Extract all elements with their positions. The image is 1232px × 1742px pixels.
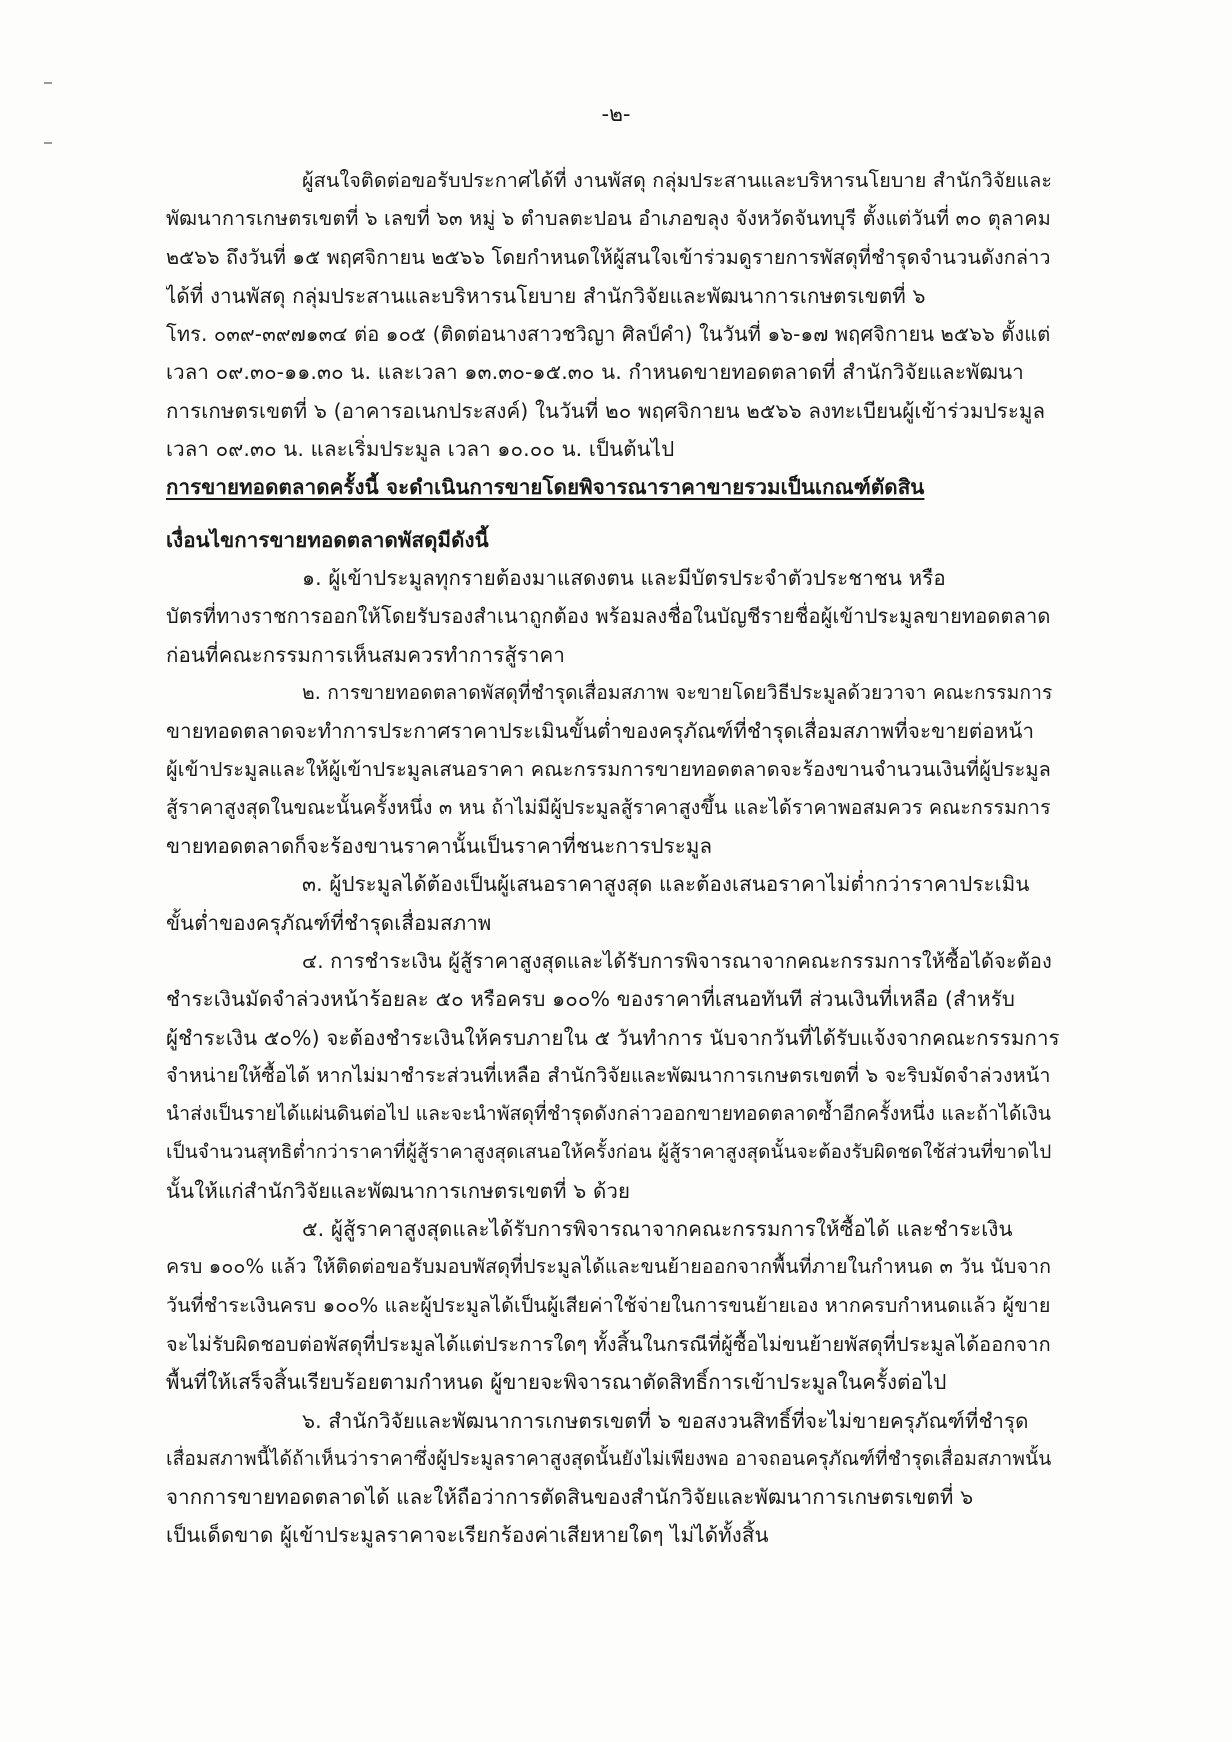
text-line: เป็นจำนวนสุทธิต่ำกว่าราคาที่ผู้สู้ราคาสูงสุดเสนอให้ครั้งก่อน ผู้สู้ราคาสูงสุดนั้นจะต้องรับผิดชดใช้ส่วนที่ขาดไป	[166, 1141, 1052, 1164]
condition-item-5	[166, 1210, 1060, 1401]
text-line: ผู้ชำระเงิน ๕๐%) จะต้องชำระเงินให้ครบภายใน ๕ วันทำการ นับจากวันที่ได้รับแจ้งจากคณะกรรมการ	[166, 1025, 1060, 1050]
condition-item-6	[166, 1402, 1060, 1555]
text-line: ขายทอดตลาดก็จะร้องขานราคานั้นเป็นราคาที่ชนะการประมูล	[166, 834, 713, 859]
condition-item-4	[166, 942, 1060, 1210]
text-line: ๑. ผู้เข้าประมูลทุกรายต้องมาแสดงตน และมีบัตรประจำตัวประชาชน หรือ	[302, 565, 946, 590]
text-line: นั้นให้แก่สำนักวิจัยและพัฒนาการเกษตรเขตที่ ๖ ด้วย	[166, 1178, 631, 1203]
text-line: ๓. ผู้ประมูลได้ต้องเป็นผู้เสนอราคาสูงสุด และต้องเสนอราคาไม่ต่ำกว่าราคาประเมิน	[302, 872, 1030, 897]
text-line: ขั้นต่ำของครุภัณฑ์ที่ชำรุดเสื่อมสภาพ	[166, 910, 492, 935]
text-line: พื้นที่ให้เสร็จสิ้นเรียบร้อยตามกำหนด ผู้ขายจะพิจารณาตัดสิทธิ์การเข้าประมูลในครั้งต่อไป	[166, 1370, 947, 1395]
document-body	[166, 162, 1060, 1555]
text-line: ๔. การชำระเงิน ผู้สู้ราคาสูงสุดและได้รับการพิจารณาจากคณะกรรมการให้ซื้อได้จะต้อง	[302, 948, 1052, 973]
text-line: เวลา ๐๙.๓๐-๑๑.๓๐ น. และเวลา ๑๓.๓๐-๑๕.๓๐ น. กำหนดขายทอดตลาดที่ สำนักวิจัยและพัฒนา	[166, 360, 1024, 385]
text-line: จำหน่ายให้ซื้อได้ หากไม่มาชำระส่วนที่เหลือ สำนักวิจัยและพัฒนาการเกษตรเขตที่ ๖ จะริบมัดจำล่วงหน้า	[166, 1063, 1051, 1087]
text-line: ขายทอดตลาดจะทำการประกาศราคาประเมินขั้นต่ำของครุภัณฑ์ที่ชำรุดเสื่อมสภาพที่จะขายต่อหน้า	[166, 719, 1035, 744]
scan-mark	[44, 82, 52, 84]
text-line: นำส่งเป็นรายได้แผ่นดินต่อไป และจะนำพัสดุที่ชำรุดดังกล่าวออกขายทอดตลาดซ้ำอีกครั้งหนึ่ง และถ้าได้เงิน	[166, 1102, 1052, 1126]
text-line: ๒๕๖๖ ถึงวันที่ ๑๕ พฤศจิกายน ๒๕๖๖ โดยกำหนดให้ผู้สนใจเข้าร่วมดูรายการพัสดุที่ชำรุดจำนวนดังกล่าว	[166, 245, 1051, 269]
text-line: สู้ราคาสูงสุดในขณะนั้นครั้งหนึ่ง ๓ หน ถ้าไม่มีผู้ประมูลสู้ราคาสูงขึ้น และได้ราคาพอสมควร คณะกรรมการ	[166, 795, 1051, 819]
text-line: พัฒนาการเกษตรเขตที่ ๖ เลขที่ ๖๓ หมู่ ๖ ตำบลตะปอน อำเภอขลุง จังหวัดจันทบุรี ตั้งแต่วันที่ ๓๐ ตุลาคม	[166, 207, 1051, 231]
text-line: ครบ ๑๐๐% แล้ว ให้ติดต่อขอรับมอบพัสดุที่ประมูลได้และขนย้ายออกจากพื้นที่ภายในกำหนด ๓ วัน นับจาก	[166, 1255, 1052, 1279]
conditions-heading: เงื่อนไขการขายทอดตลาดพัสดุมีดังนี้	[166, 527, 489, 552]
text-line: ได้ที่ งานพัสดุ กลุ่มประสานและบริหารนโยบาย สำนักวิจัยและพัฒนาการเกษตรเขตที่ ๖	[166, 283, 926, 308]
scan-mark	[44, 142, 52, 144]
text-line: เวลา ๐๙.๓๐ น. และเริ่มประมูล เวลา ๑๐.๐๐ น. เป็นต้นไป	[166, 437, 675, 462]
text-line: เสื่อมสภาพนี้ได้ถ้าเห็นว่าราคาซึ่งผู้ประมูลราคาสูงสุดนั้นยังไม่เพียงพอ อาจถอนครุภัณฑ์ที่ชำรุดเสื่อมสภาพนั้น	[166, 1446, 1052, 1470]
text-line: ผู้สนใจติดต่อขอรับประกาศได้ที่ งานพัสดุ กลุ่มประสานและบริหารนโยบาย สำนักวิจัยและ	[302, 169, 1053, 192]
text-line: บัตรที่ทางราชการออกให้โดยรับรองสำเนาถูกต้อง พร้อมลงชื่อในบัญชีรายชื่อผู้เข้าประมูลขายทอดตลาด	[166, 604, 1051, 629]
condition-item-1	[166, 559, 1060, 674]
text-line: ผู้เข้าประมูลและให้ผู้เข้าประมูลเสนอราคา คณะกรรมการขายทอดตลาดจะร้องขานจำนวนเงินที่ผู้ประมูล	[166, 757, 1051, 782]
text-line: ๕. ผู้สู้ราคาสูงสุดและได้รับการพิจารณาจากคณะกรรมการให้ซื้อได้ และชำระเงิน	[302, 1217, 1013, 1242]
criteria-heading: การขายทอดตลาดครั้งนี้ จะดำเนินการขายโดยพิจารณาราคาขายรวมเป็นเกณฑ์ตัดสิน	[166, 475, 925, 500]
text-line: ชำระเงินมัดจำล่วงหน้าร้อยละ ๕๐ หรือครบ ๑๐๐% ของราคาที่เสนอทันที ส่วนเงินที่เหลือ (สำหรับ	[166, 987, 1015, 1012]
text-line: จะไม่รับผิดชอบต่อพัสดุที่ประมูลได้แต่ประการใดๆ ทั้งสิ้นในกรณีที่ผู้ซื้อไม่ขนย้ายพัสดุที่ประมูลได้ออกจาก	[166, 1331, 1051, 1356]
text-line: ๖. สำนักวิจัยและพัฒนาการเกษตรเขตที่ ๖ ขอสงวนสิทธิ์ที่จะไม่ขายครุภัณฑ์ที่ชำรุด	[302, 1408, 1029, 1433]
condition-item-2	[166, 674, 1060, 865]
text-line: ๒. การขายทอดตลาดพัสดุที่ชำรุดเสื่อมสภาพ จะขายโดยวิธีประมูลด้วยวาจา คณะกรรมการ	[302, 680, 1053, 704]
text-line: วันที่ชำระเงินครบ ๑๐๐% และผู้ประมูลได้เป็นผู้เสียค่าใช้จ่ายในการขนย้ายเอง หากครบกำหนดแล้ว ผู้ขาย	[166, 1293, 1051, 1317]
text-line: ก่อนที่คณะกรรมการเห็นสมควรทำการสู้ราคา	[166, 642, 565, 667]
condition-item-3	[166, 865, 1060, 942]
text-line: การเกษตรเขตที่ ๖ (อาคารอเนกประสงค์) ในวันที่ ๒๐ พฤศจิกายน ๒๕๖๖ ลงทะเบียนผู้เข้าร่วมประมูล	[166, 398, 1046, 423]
text-line: โทร. ๐๓๙-๓๙๗๑๓๔ ต่อ ๑๐๕ (ติดต่อนางสาวชวิญา ศิลป์คำ) ในวันที่ ๑๖-๑๗ พฤศจิกายน ๒๕๖๖ ตั้งแต่	[166, 322, 1051, 347]
page-number: -๒-	[601, 102, 631, 126]
text-line: เป็นเด็ดขาด ผู้เข้าประมูลราคาจะเรียกร้องค่าเสียหายใดๆ ไม่ได้ทั้งสิ้น	[166, 1523, 769, 1548]
intro-paragraph	[166, 162, 1060, 468]
text-line: จากการขายทอดตลาดได้ และให้ถือว่าการตัดสินของสำนักวิจัยและพัฒนาการเกษตรเขตที่ ๖	[166, 1485, 974, 1510]
